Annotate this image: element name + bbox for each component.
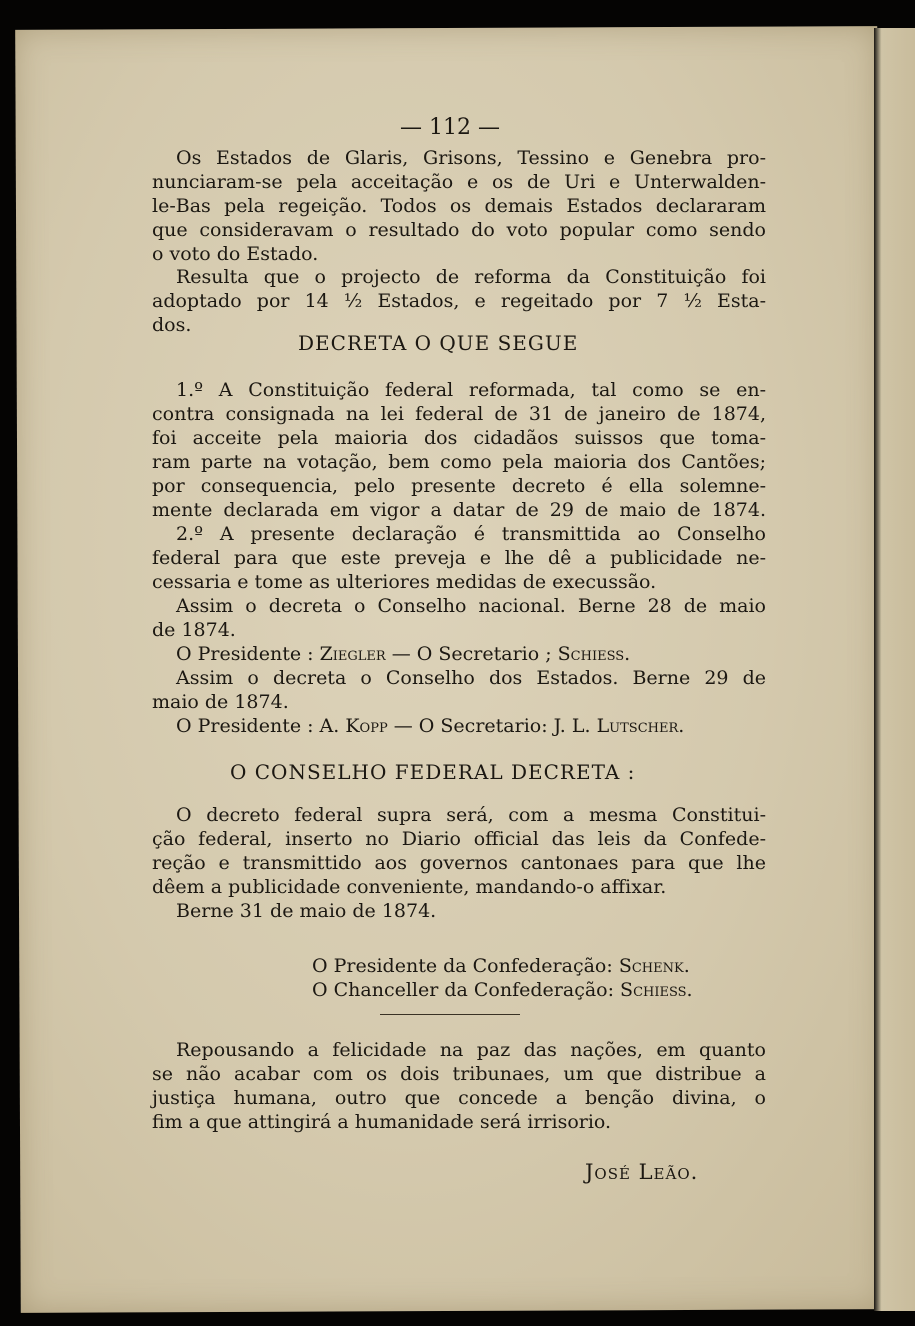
label: O Presidente : A.: [176, 715, 346, 737]
author-signature: José Leão.: [585, 1160, 699, 1184]
label: O Presidente da Confederação:: [312, 955, 619, 977]
presidente-confederacao: [312, 954, 690, 978]
name: Schenk.: [618, 955, 690, 977]
text-line: 2.º A presente declaração é transmittida ao Conselho: [176, 523, 766, 545]
next-page-edge: [874, 28, 915, 1311]
chanceller-confederacao: [312, 978, 693, 1002]
text-line: Assim o decreta o Conselho dos Estados. Berne 29 de: [176, 667, 766, 689]
president-name: Ziegler: [319, 643, 386, 665]
date-line: Berne 31 de maio de 1874.: [176, 900, 437, 922]
text-line: fim a que attingirá a humanidade será irrisorio.: [152, 1111, 612, 1133]
text-line: le-Bas pela regeição. Todos os demais Estados declararam: [152, 195, 766, 217]
page-number: — 112 —: [400, 115, 500, 140]
text-line: justiça humana, outro que concede a benção divina, o: [152, 1087, 766, 1109]
text-line: adoptado por 14 ½ Estados, e regeitado por 7 ½ Esta-: [152, 290, 766, 312]
text-line: Os Estados de Glaris, Grisons, Tessino e Genebra pro-: [176, 147, 766, 169]
president-name: Kopp: [345, 715, 388, 737]
signature-line-nacional: [176, 642, 630, 666]
text-line: federal para que este preveja e lhe dê a publicidade ne-: [152, 547, 766, 569]
heading-decreta: DECRETA O QUE SEGUE: [298, 331, 579, 355]
text-line: ção federal, inserto no Diario official das leis da Confede-: [152, 828, 766, 850]
text-line: Repousando a felicidade na paz das nações, em quanto: [176, 1039, 766, 1061]
secretary-name: Lutscher.: [596, 715, 685, 737]
label: O Presidente :: [176, 643, 320, 665]
text-line: foi acceite pela maioria dos cidadãos suissos que toma-: [152, 427, 766, 449]
text-line: reção e transmittido aos governos cantonaes para que lhe: [152, 852, 766, 874]
divider-rule: [380, 1014, 520, 1015]
label: — O Secretario ;: [385, 643, 558, 665]
text-line: dos.: [152, 314, 192, 336]
heading-conselho-federal: O CONSELHO FEDERAL DECRETA :: [230, 760, 636, 784]
text-line: dêem a publicidade conveniente, mandando-o affixar.: [152, 876, 667, 898]
text-line: por consequencia, pelo presente decreto é ella solemne-: [152, 475, 766, 497]
text-line: O decreto federal supra será, com a mesma Constitui-: [176, 804, 766, 826]
label: — O Secretario: J. L.: [387, 715, 597, 737]
text-line: maio de 1874.: [152, 691, 289, 713]
text-line: se não acabar com os dois tribunaes, um que distribue a: [152, 1063, 766, 1085]
secretary-name: Schiess.: [557, 643, 631, 665]
text-line: o voto do Estado.: [152, 243, 319, 265]
text-line: Assim o decreta o Conselho nacional. Berne 28 de maio: [176, 595, 766, 617]
text-line: nunciaram-se pela acceitação e os de Uri e Unterwalden-: [152, 171, 766, 193]
text-line: Resulta que o projecto de reforma da Constituição foi: [176, 266, 766, 288]
name: Schiess.: [620, 979, 693, 1001]
signature-line-estados: [176, 714, 684, 738]
text-line: ram parte na votação, bem como pela maioria dos Cantões;: [152, 451, 766, 473]
text-line: de 1874.: [152, 619, 236, 641]
text-line: 1.º A Constituição federal reformada, tal como se en-: [176, 379, 766, 401]
text-line: cessaria e tome as ulteriores medidas de execussão.: [152, 571, 657, 593]
text-line: contra consignada na lei federal de 31 de janeiro de 1874,: [152, 403, 766, 425]
label: O Chanceller da Confederação:: [312, 979, 621, 1001]
text-line: que consideravam o resultado do voto popular como sendo: [152, 219, 766, 241]
text-line: mente declarada em vigor a datar de 29 de maio de 1874.: [152, 499, 766, 521]
